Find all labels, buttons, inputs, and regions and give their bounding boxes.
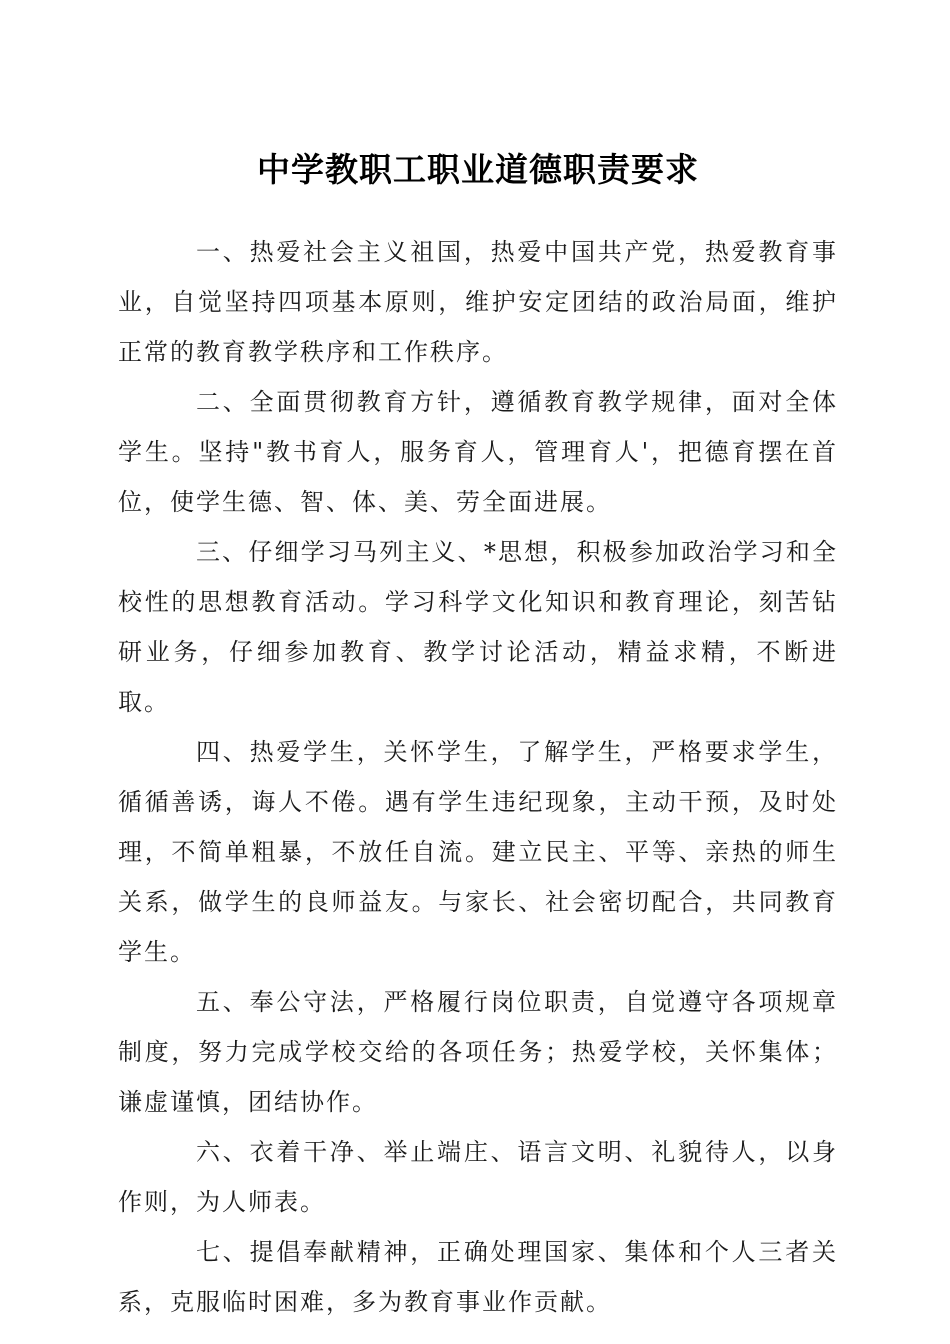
paragraph-6: 六、衣着干净、举止端庄、语言文明、礼貌待人，以身作则，为人师表。	[118, 1138, 838, 1216]
document-title: 中学教职工职业道德职责要求	[257, 150, 699, 189]
paragraph-3: 三、仔细学习马列主义、*思想，积极参加政治学习和全校性的思想教育活动。学习科学文化知识和教育理论，刻苦钻研业务，仔细参加教育、教学讨论活动，精益求精，不断进取。	[118, 538, 838, 716]
paragraph-7: 七、提倡奉献精神，正确处理国家、集体和个人三者关系，克服临时困难，多为教育事业作贡献。	[118, 1238, 838, 1316]
paragraph-4: 四、热爱学生，关怀学生，了解学生，严格要求学生，循循善诱，诲人不倦。遇有学生违纪现象，主动干预，及时处理，不简单粗暴，不放任自流。建立民主、平等、亲热的师生关系，做学生的良师益友。与家长、社会密切配合，共同教育学生。	[118, 738, 838, 966]
paragraph-2: 二、全面贯彻教育方针，遵循教育教学规律，面对全体学生。坚持"教书育人，服务育人，管理育人'，把德育摆在首位，使学生德、智、体、美、劳全面进展。	[118, 388, 838, 516]
paragraph-5: 五、奉公守法，严格履行岗位职责，自觉遵守各项规章制度，努力完成学校交给的各项任务；热爱学校，关怀集体；谦虚谨慎，团结协作。	[118, 988, 838, 1116]
paragraph-1: 一、热爱社会主义祖国，热爱中国共产党，热爱教育事业，自觉坚持四项基本原则，维护安定团结的政治局面，维护正常的教育教学秩序和工作秩序。	[118, 238, 838, 366]
